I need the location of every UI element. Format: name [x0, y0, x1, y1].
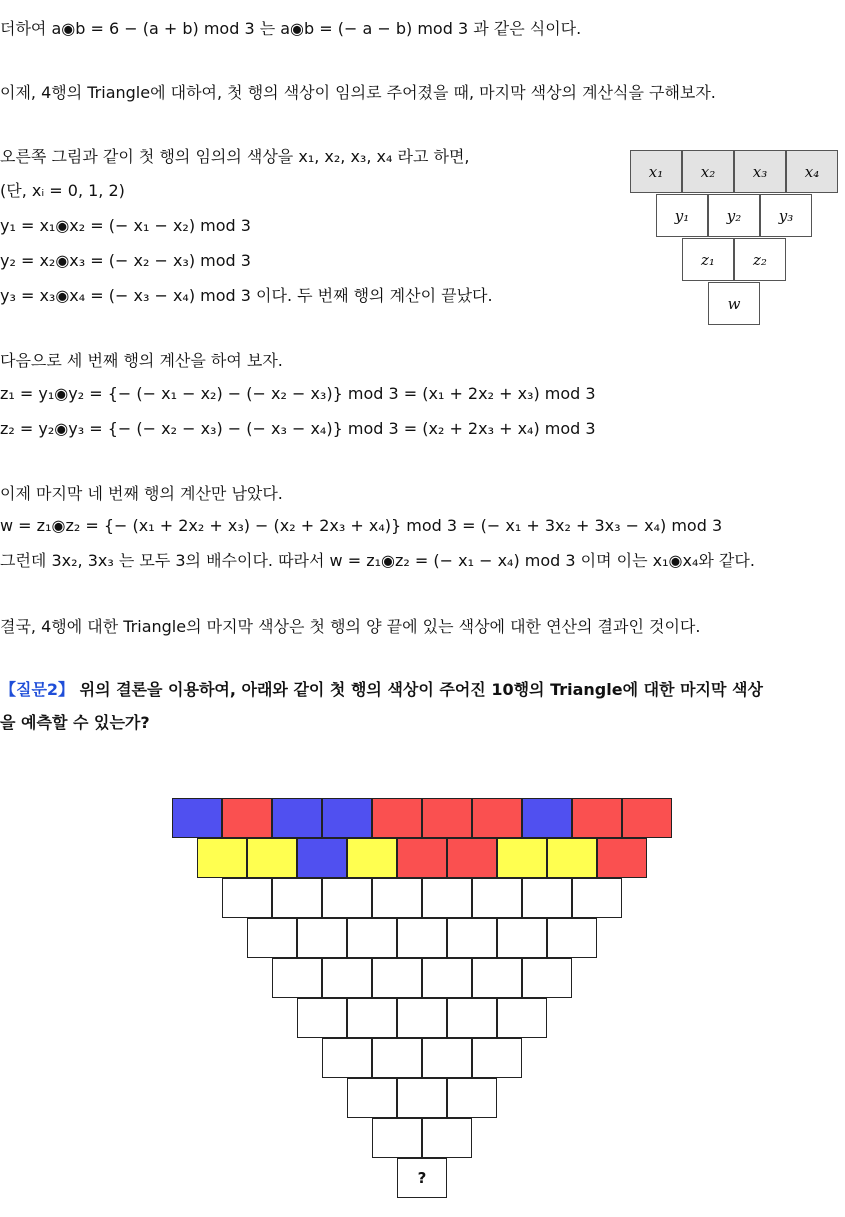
triangle-cell-r3-c5 — [422, 878, 472, 918]
triangle-cell-r2-c4 — [347, 838, 397, 878]
triangle-cell-r3-c3 — [322, 878, 372, 918]
triangle-cell-r1-c2 — [222, 798, 272, 838]
triangle-cell-r9-c1 — [372, 1118, 422, 1158]
triangle-cell-r3-c2 — [272, 878, 322, 918]
question-text-1: 위의 결론을 이용하여, 아래와 같이 첫 행의 색상이 주어진 10행의 Triangle에 대한 마지막 색상 — [74, 680, 763, 699]
mini-cell-r1-c1: x₁ — [630, 150, 682, 193]
text-line: z₁ = y₁◉y₂ = {− (− x₁ − x₂) − (− x₂ − x₃)} mod 3 = (x₁ + 2x₂ + x₃) mod 3 — [0, 384, 596, 403]
mini-cell-r4-c1: w — [708, 282, 760, 325]
triangle-cell-r3-c8 — [572, 878, 622, 918]
triangle-cell-r6-c2 — [347, 998, 397, 1038]
triangle-cell-r1-c9 — [572, 798, 622, 838]
triangle-cell-r5-c1 — [272, 958, 322, 998]
text-line: y₁ = x₁◉x₂ = (− x₁ − x₂) mod 3 — [0, 216, 251, 235]
triangle-cell-r8-c3 — [447, 1078, 497, 1118]
final-cell-question-mark: ? — [397, 1158, 447, 1198]
triangle-cell-r3-c7 — [522, 878, 572, 918]
triangle-cell-r5-c5 — [472, 958, 522, 998]
triangle-cell-r5-c6 — [522, 958, 572, 998]
text-line: 그런데 3x₂, 3x₃ 는 모두 3의 배수이다. 따라서 w = z₁◉z₂ = (− x₁ − x₄) mod 3 이며 이는 x₁◉x₄와 같다. — [0, 551, 755, 570]
question-line-2 — [0, 712, 150, 734]
triangle-cell-r2-c8 — [547, 838, 597, 878]
text-line: 이제, 4행의 Triangle에 대하여, 첫 행의 색상이 임의로 주어졌을 때, 마지막 색상의 계산식을 구해보자. — [0, 83, 716, 102]
text-line: y₃ = x₃◉x₄ = (− x₃ − x₄) mod 3 이다. 두 번째 행의 계산이 끝났다. — [0, 286, 493, 305]
text-line: 더하여 a◉b = 6 − (a + b) mod 3 는 a◉b = (− a − b) mod 3 과 같은 식이다. — [0, 19, 582, 38]
triangle-cell-r2-c5 — [397, 838, 447, 878]
triangle-cell-r6-c1 — [297, 998, 347, 1038]
triangle-cell-r4-c1 — [247, 918, 297, 958]
mini-cell-r1-c2: x₂ — [682, 150, 734, 193]
triangle-cell-r7-c3 — [422, 1038, 472, 1078]
triangle-cell-r4-c4 — [397, 918, 447, 958]
mini-cell-r1-c3: x₃ — [734, 150, 786, 193]
triangle-cell-r2-c3 — [297, 838, 347, 878]
text-line: 이제 마지막 네 번째 행의 계산만 남았다. — [0, 484, 283, 503]
triangle-cell-r7-c4 — [472, 1038, 522, 1078]
triangle-cell-r1-c3 — [272, 798, 322, 838]
triangle-cell-r3-c4 — [372, 878, 422, 918]
text-line: z₂ = y₂◉y₃ = {− (− x₂ − x₃) − (− x₃ − x₄)} mod 3 = (x₂ + 2x₃ + x₄) mod 3 — [0, 419, 596, 438]
question-text-2: 을 예측할 수 있는가? — [0, 713, 150, 732]
triangle-cell-r1-c5 — [372, 798, 422, 838]
mini-cell-r3-c2: z₂ — [734, 238, 786, 281]
text-line: 다음으로 세 번째 행의 계산을 하여 보자. — [0, 351, 283, 370]
triangle-cell-r8-c1 — [347, 1078, 397, 1118]
triangle-cell-r8-c2 — [397, 1078, 447, 1118]
mini-cell-r2-c2: y₂ — [708, 194, 760, 237]
text-line: (단, xᵢ = 0, 1, 2) — [0, 181, 125, 200]
triangle-cell-r6-c4 — [447, 998, 497, 1038]
triangle-cell-r7-c1 — [322, 1038, 372, 1078]
triangle-cell-r4-c5 — [447, 918, 497, 958]
triangle-cell-r2-c1 — [197, 838, 247, 878]
triangle-cell-r2-c9 — [597, 838, 647, 878]
triangle-cell-r2-c6 — [447, 838, 497, 878]
triangle-cell-r7-c2 — [372, 1038, 422, 1078]
mini-cell-r3-c1: z₁ — [682, 238, 734, 281]
four-row-triangle-diagram — [630, 150, 842, 330]
question-line-1 — [0, 679, 763, 701]
triangle-cell-r6-c3 — [397, 998, 447, 1038]
triangle-cell-r1-c1 — [172, 798, 222, 838]
triangle-cell-r1-c8 — [522, 798, 572, 838]
mini-cell-r2-c3: y₃ — [760, 194, 812, 237]
triangle-cell-r1-c6 — [422, 798, 472, 838]
triangle-cell-r9-c2 — [422, 1118, 472, 1158]
text-line: y₂ = x₂◉x₃ = (− x₂ − x₃) mod 3 — [0, 251, 251, 270]
triangle-cell-r4-c7 — [547, 918, 597, 958]
text-line: 결국, 4행에 대한 Triangle의 마지막 색상은 첫 행의 양 끝에 있는 색상에 대한 연산의 결과인 것이다. — [0, 617, 701, 636]
triangle-cell-r1-c4 — [322, 798, 372, 838]
triangle-cell-r5-c3 — [372, 958, 422, 998]
text-line: w = z₁◉z₂ = {− (x₁ + 2x₂ + x₃) − (x₂ + 2x₃ + x₄)} mod 3 = (− x₁ + 3x₂ + 3x₃ − x₄) mod 3 — [0, 516, 723, 535]
triangle-cell-r3-c1 — [222, 878, 272, 918]
triangle-cell-r3-c6 — [472, 878, 522, 918]
triangle-cell-r2-c7 — [497, 838, 547, 878]
triangle-cell-r6-c5 — [497, 998, 547, 1038]
ten-row-triangle-puzzle — [172, 798, 672, 1198]
triangle-cell-r1-c7 — [472, 798, 522, 838]
mini-cell-r2-c1: y₁ — [656, 194, 708, 237]
triangle-cell-r4-c3 — [347, 918, 397, 958]
triangle-cell-r5-c2 — [322, 958, 372, 998]
triangle-cell-r4-c2 — [297, 918, 347, 958]
triangle-cell-r5-c4 — [422, 958, 472, 998]
triangle-cell-r1-c10 — [622, 798, 672, 838]
mini-cell-r1-c4: x₄ — [786, 150, 838, 193]
triangle-cell-r2-c2 — [247, 838, 297, 878]
question-tag: 【질문2】 — [0, 680, 75, 699]
text-line: 오른쪽 그림과 같이 첫 행의 임의의 색상을 x₁, x₂, x₃, x₄ 라고 하면, — [0, 147, 470, 166]
triangle-cell-r4-c6 — [497, 918, 547, 958]
